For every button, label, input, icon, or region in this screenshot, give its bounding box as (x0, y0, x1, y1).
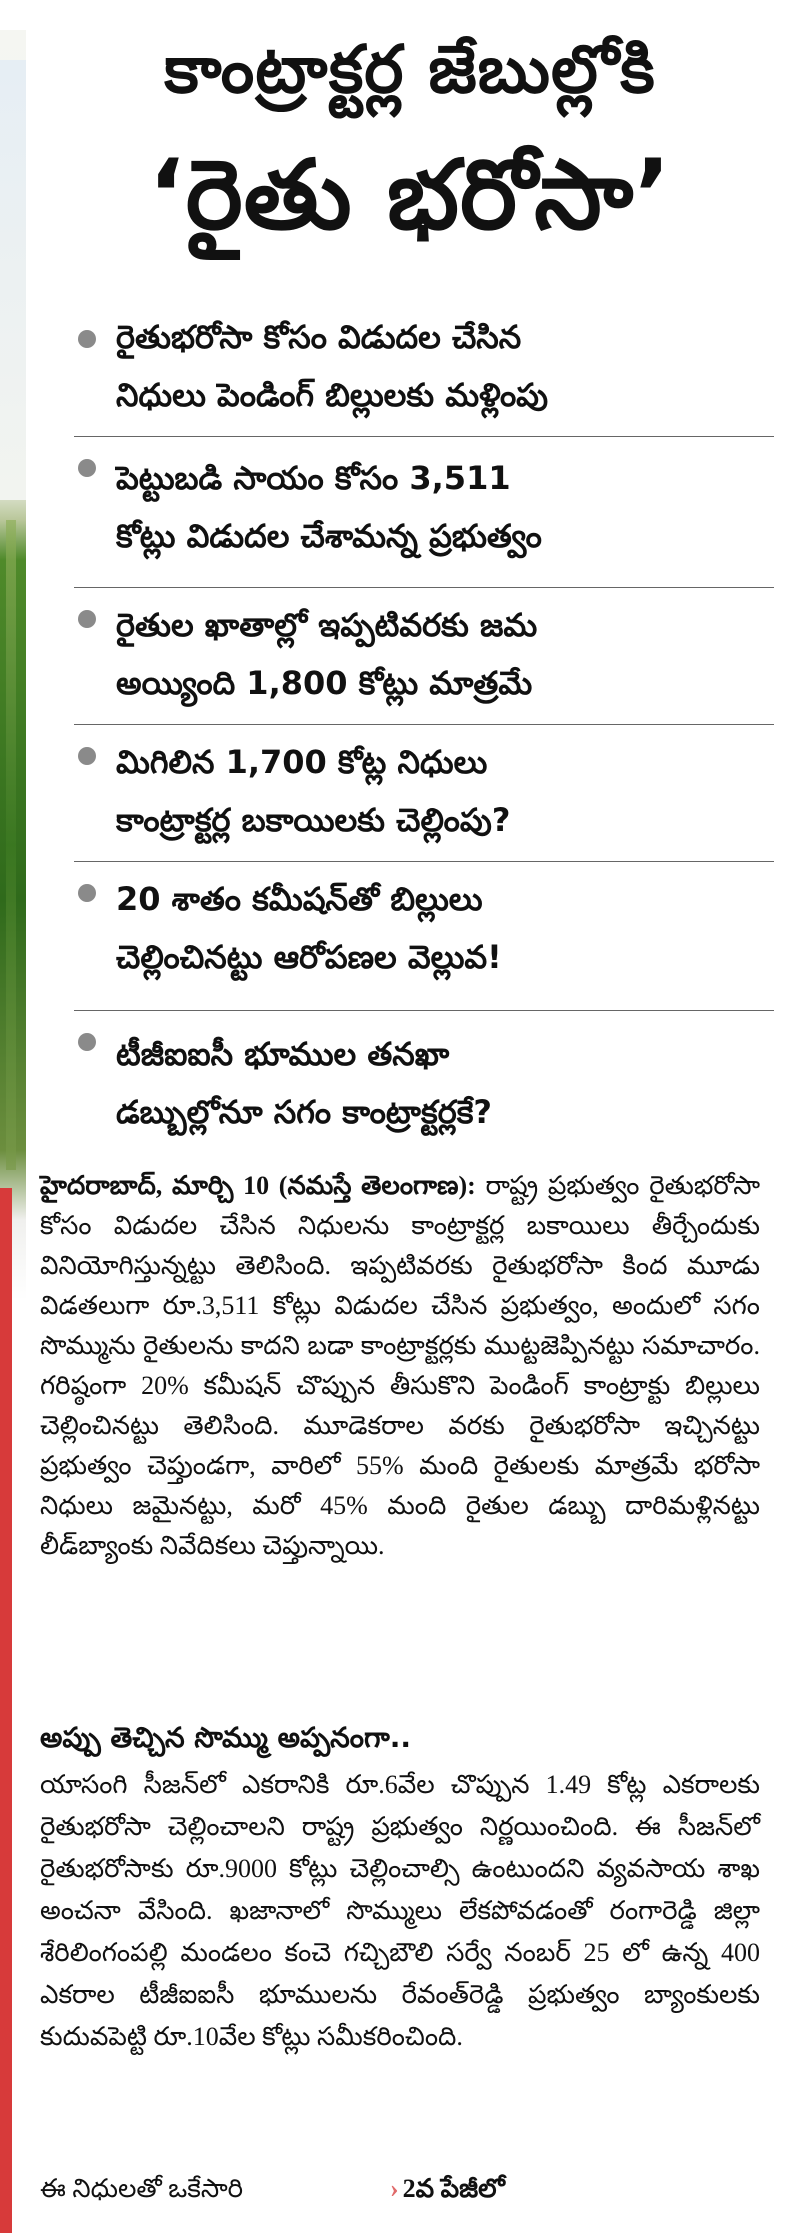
highlight-line: అయ్యింది 1,800 కోట్లు మాత్రమే (116, 664, 533, 702)
last-line-text: ఈ నిధులతో ఒకేసారి (40, 2174, 244, 2203)
dateline: హైదరాబాద్, మార్చి 10 (నమస్తే తెలంగాణ): (40, 1171, 476, 1200)
crop-field (6, 520, 16, 1170)
bullet-icon (78, 330, 96, 348)
article-paragraph: రాష్ట్ర ప్రభుత్వం రైతుభరోసా కోసం విడుదల చేసిన నిధులను కాంట్రాక్టర్ల బకాయిలు తీర్చేందుకు వినియోగిస్తున్నట్టు తెలిసింది. ఇప్పటివరకు రైతుభరోసా కింద మూడు విడతలుగా రూ.3,511 కోట్లు విడుదల చేసిన ప్రభుత్వం, అందులో సగం సొమ్మును రైతులను కాదని బడా కాంట్రాక్టర్లకు ముట్టజెప్పినట్టు సమాచారం. గరిష్ఠంగా 20% కమీషన్ చొప్పున తీసుకొని పెండింగ్ కాంట్రాక్టు బిల్లులు చెల్లించినట్టు తెలిసింది. మూడెకరాల వరకు రైతుభరోసా ఇచ్చినట్టు ప్రభుత్వం చెప్తుండగా, వారిలో 55% మంది రైతులకు మాత్రమే భరోసా నిధులు జమైనట్టు, మరో 45% మంది రైతుల డబ్బు దారిమళ్లినట్టు లీడ్‌బ్యాంకు నివేదికలు చెప్తున్నాయి. (40, 1171, 761, 1560)
article-last-line (40, 2168, 760, 2210)
continued-link[interactable] (390, 2168, 505, 2210)
bullet-icon (78, 459, 96, 477)
headline-line-2: ‘రైతు భరోసా’ (148, 139, 672, 251)
highlight-line: చెల్లించినట్టు ఆరోపణల వెల్లువ! (116, 938, 502, 976)
highlight-item (74, 725, 774, 862)
article-paragraph: యాసంగి సీజన్‌లో ఎకరానికి రూ.6వేల చొప్పున 1.49 కోట్ల ఎకరాలకు రైతుభరోసా చెల్లించాలని రాష్ట్ర ప్రభుత్వం నిర్ణయించింది. ఈ సీజన్‌లో రైతుభరోసాకు రూ.9000 కోట్లు చెల్లించాల్సి ఉంటుందని వ్యవసాయ శాఖ అంచనా వేసింది. ఖజానాలో సొమ్ములు లేకపోవడంతో రంగారెడ్డి జిల్లా శేరిలింగంపల్లి మండలం కంచె గచ్చిబౌలి సర్వే నంబర్ 25 లో ఉన్న 400 ఎకరాల టీజీఐఐసీ భూములను రేవంత్‌రెడ్డి ప్రభుత్వం బ్యాంకులకు కుదువపెట్టి రూ.10వేల కోట్లు సమీకరించింది. (40, 1770, 760, 2051)
article-subhead: అప్పు తెచ్చిన సొమ్ము అప్పనంగా.. (40, 1721, 412, 1754)
headline-line-1: కాంట్రాక్టర్ల జేబుల్లోకి (164, 31, 656, 108)
red-accent-bar (0, 1188, 12, 2233)
highlight-item (74, 308, 774, 437)
highlight-item (74, 588, 774, 725)
chevron-right-icon: › (390, 2174, 399, 2203)
bullet-icon (78, 884, 96, 902)
highlight-line: రైతుల ఖాతాల్లో ఇప్పటివరకు జమ (116, 606, 538, 644)
highlight-line: పెట్టుబడి సాయం కోసం 3,511 (116, 459, 511, 497)
bullet-icon (78, 1033, 96, 1051)
highlight-line: కాంట్రాక్టర్ల బకాయిలకు చెల్లింపు? (116, 801, 511, 839)
article-body-2 (40, 1764, 760, 2058)
highlight-line: నిధులు పెండింగ్ బిల్లులకు మళ్లింపు (116, 376, 549, 414)
highlight-line: టీజీఐఐసీ భూముల తనఖా (116, 1035, 450, 1073)
bullet-icon (78, 610, 96, 628)
highlight-line: డబ్బుల్లోనూ సగం కాంట్రాక్టర్లకే? (116, 1093, 492, 1131)
highlight-line: మిగిలిన 1,700 కోట్ల నిధులు (116, 743, 488, 781)
highlights-list (74, 308, 774, 1165)
highlight-line: 20 శాతం కమీషన్‌తో బిల్లులు (116, 880, 483, 918)
highlight-item (74, 1011, 774, 1165)
highlight-line: రైతుభరోసా కోసం విడుదల చేసిన (116, 318, 522, 356)
highlight-line: కోట్లు విడుదల చేశామన్న ప్రభుత్వం (116, 517, 542, 555)
highlight-item (74, 862, 774, 1011)
article-body-1 (40, 1166, 760, 1566)
highlight-item (74, 437, 774, 588)
continued-label: 2వ పేజీలో (402, 2174, 505, 2203)
sky-area (0, 60, 26, 500)
bullet-icon (78, 747, 96, 765)
